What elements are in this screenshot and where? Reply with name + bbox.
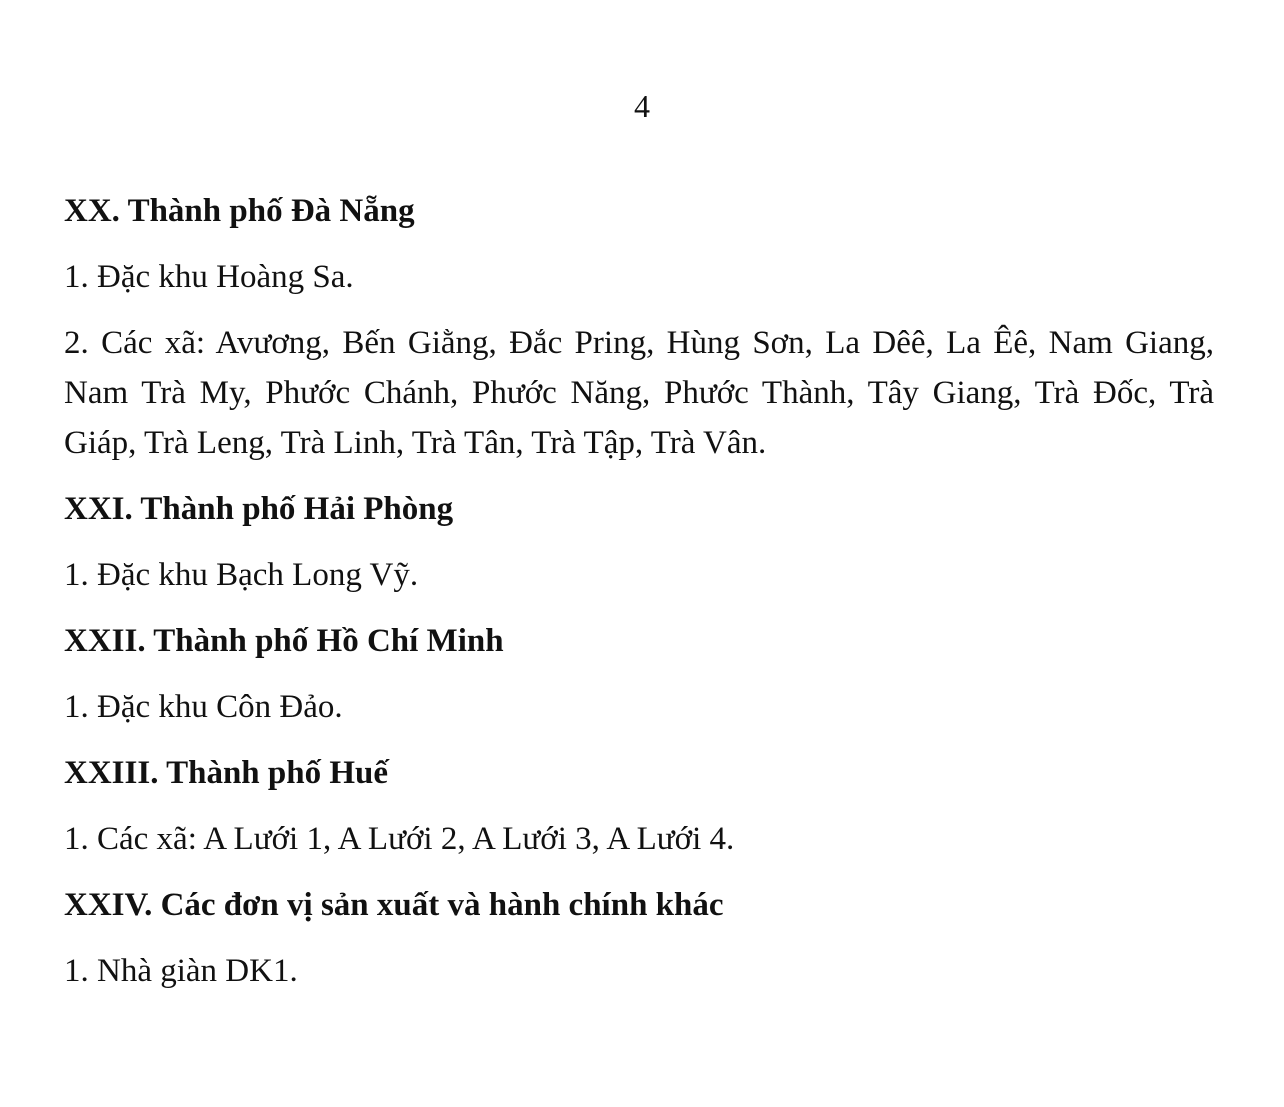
list-item: 1. Đặc khu Côn Đảo. [64, 689, 343, 725]
section-other-units [64, 880, 1214, 996]
section-da-nang [64, 186, 1214, 468]
list-item: 1. Đặc khu Bạch Long Vỹ. [64, 557, 419, 593]
section-hue [64, 748, 1214, 864]
list-item: 1. Các xã: A Lưới 1, A Lưới 2, A Lưới 3, A Lưới 4. [64, 821, 735, 857]
section-heading: XXIII. Thành phố Huế [64, 755, 389, 791]
section-ho-chi-minh [64, 616, 1214, 732]
section-heading: XXIV. Các đơn vị sản xuất và hành chính khác [64, 887, 724, 923]
section-heading: XX. Thành phố Đà Nẵng [64, 193, 415, 229]
page-number: 4 [634, 88, 650, 124]
section-heading: XXII. Thành phố Hồ Chí Minh [64, 623, 504, 659]
list-item: 1. Nhà giàn DK1. [64, 953, 298, 989]
document-body [64, 186, 1214, 1012]
list-item: 2. Các xã: Avương, Bến Giằng, Đắc Pring, Hùng Sơn, La Dêê, La Êê, Nam Giang, Nam Trà My, Phước Chánh, Phước Năng, Phước Thành, Tây Giang, Trà Đốc, Trà Giáp, Trà Leng, Trà Linh, Trà Tân, Trà Tập, Trà Vân. [64, 325, 1214, 461]
list-item: 1. Đặc khu Hoàng Sa. [64, 259, 354, 295]
section-heading: XXI. Thành phố Hải Phòng [64, 491, 454, 527]
section-hai-phong [64, 484, 1214, 600]
